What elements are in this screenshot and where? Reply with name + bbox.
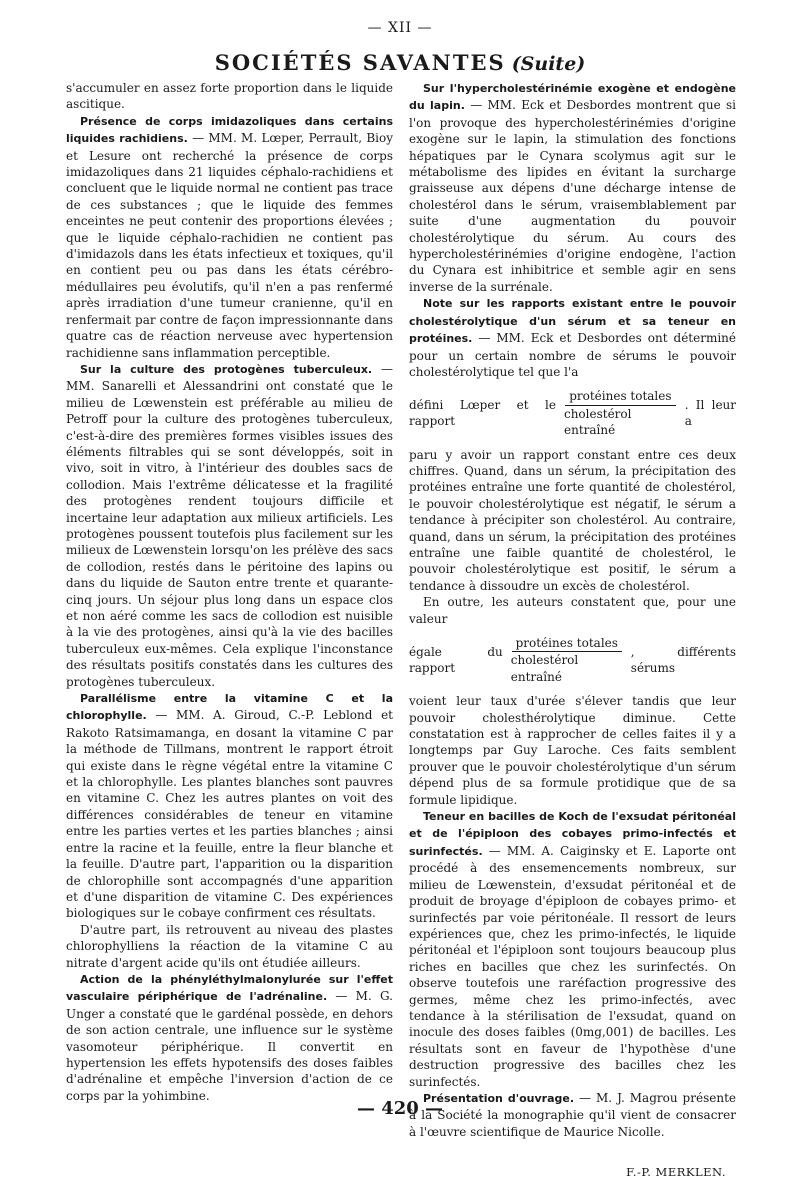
formula-prefix: défini Lœper et le rapport [409,398,556,429]
running-head-title: SOCIÉTÉS SAVANTES [214,50,506,75]
top-page-number: — XII — [367,20,433,36]
formula-suffix: , différents sérums [630,644,736,676]
formula-prefix: égale du rapport [409,644,503,676]
page-number: — 420 — [356,1098,444,1119]
section-body: — MM. Eck et Desbordes montrent que si l'on provoque des hypercholestérinémies d'origine exogène sur le lapin, la stimulation des fonctions hépatiques par le Cynara scolymus agit sur le métabolisme des lipides en évitant la surcharge graisseuse aux dépens d'une décharge intense de cholestérol dans le sérum, vraisemblablement par suite d'une augmentation du pouvoir cholestérolytique du sérum. Au cours des hypercholestérinémies d'origine endogène, l'action du Cynara est inhibitrice et semble agir en sens inverse de la surrénale. [409,98,736,294]
section-body: — MM. Eck et Desbordes ont déterminé pour un certain nombre de sérums le pouvoir cholestérolytique tel que l'a [409,331,736,379]
section-body-continued: paru y avoir un rapport constant entre ces deux chiffres. Quand, dans un sérum, la précipitation des protéines entraîne une forte quantité de cholestérol, le pouvoir cholestérolytique est négatif, le sérum a tendance à précipiter son cholestérol. Au contraire, quand, dans un sérum, la précipitation des protéines entraîne une faible quantité de cholestérol, le pouvoir cholestérolytique est positif, le sérum a tendance à dissoudre un excès de cholestérol. [409,447,736,593]
section-body-continued: En outre, les auteurs constatent que, pour une valeur [409,595,736,626]
fraction-denominator: cholestérol entraîné [510,653,579,684]
running-head [0,50,800,75]
section-body-continued: voient leur taux d'urée s'élever tandis que leur pouvoir cholesthérolytique diminue. Cette constatation est à rapprocher de celles faites il y a longtemps par Guy Laroche. Ces faits semblent prouver que le pouvoir cholestérolytique d'un sérum dépend plus de sa formule protidique que de sa formule lipidique. [409,694,736,807]
section-body: — MM. A. Giroud, C.-P. Leblond et Rakoto Ratsimamanga, en dosant la vitamine C par la méthode de Tillmans, montrent le rapport étroit qui existe dans le règne végétal entre la vitamine C et la chlorophylle. Les plantes blanches sont pauvres en vitamine C. Chez les autres plantes on voit des différences considérables de teneur en vitamine entre les parties vertes et les parties blanches ; ainsi entre la racine et la feuille, entre la fleur blanche et la feuille. D'autre part, l'apparition ou la disparition de chlorophille sont accompagnés d'une apparition et d'une disparition de vitamine C. Des expériences biologiques sur le cobaye confirment ces résultats. [66,708,393,921]
fraction [507,635,627,685]
section-title: Présentation d'ouvrage. [423,1091,575,1105]
fraction-numerator: protéines totales [565,388,675,405]
section-body: — M. J. Magrou présente à la Société la monographie qu'il vient de consacrer à l'œuvre scientifique de Maurice Nicolle. [409,1090,736,1139]
section-title: Sur l'hypercholestérinémie exogène et endogène du lapin. [409,82,736,113]
section-protogenes [66,361,393,690]
fraction-denominator: cholestérol entraîné [563,406,632,438]
section-title: Teneur en bacilles de Koch de l'exsudat péritonéal et de l'épiploon des cobayes primo-infectés et surinfectés. [409,810,736,858]
fraction-numerator: protéines totales [512,635,622,652]
section-body-continued: D'autre part, ils retrouvent au niveau des plastes chlorophylliens la réaction de la vitamine C au nitrate d'argent acide qu'ils ont étudiée ailleurs. [66,922,393,970]
section-body: — MM. A. Caiginsky et E. Laporte ont procédé à des ensemencements nombreux, sur milieu de Lœwenstein, d'exsudat péritonéal et de produit de broyage d'épiploon de cobayes primo- et surinfectés par voie péritonéale. Il ressort de leurs expériences que, chez les primo-infectés, le liquide péritonéal et l'épiploon sont toujours beaucoup plus riches en bacilles que chez les surinfectés. On observe toutefois une raréfaction progressive des germes, même chez les primo-infectés, avec tendance à la stérilisation de l'exsudat, quand on inocule des doses faibles (0mg,001) de bacilles. Les résultats sont en faveur de l'hypothèse d'une destruction progressive des bacilles chez les surinfectés. [409,843,736,1089]
section-title: Note sur les rapports existant entre le pouvoir cholestérolytique d'un sérum et sa teneur en protéines. [409,297,736,346]
section-title: Présence de corps imidazoliques dans certains liquides rachidiens. [66,114,393,146]
section-cholesterolytique [409,295,736,380]
section-body: — M. G. Unger a constaté que le gardénal possède, en dehors de son action centrale, une influence sur le système vasomoteur périphérique. Il convertit en hypertension les effets hypotensifs des doses faibles d'adrénaline et empêche l'inversion d'action de ce corps par la yohimbine. [66,989,393,1103]
fraction [560,388,681,438]
left-column [66,80,393,1104]
section-imidazole [66,113,393,361]
section-body: — MM. Sanarelli et Alessandrini ont constaté que le milieu de Lœwenstein est préférable au milieu de Petroff pour la culture des protogènes tuberculeux, c'est-à-dire des premières formes visibles issues des éléments filtrables qui se sont développés, soit in vivo, soit in vitro, à l'intérieur des doubles sacs de collodion. Mais l'extrême délicatesse et la fragilité des protogènes rendent toujours difficile et incertaine leur adaptation aux milieux artificiels. Les protogènes poussent toutefois plus facilement sur les milieux de Lœwenstein lorsqu'on les prélève des sacs de collodion, restés dans le péritoine des lapins ou dans du liquide de Sauton entre trente et quarante-cinq jours. Un séjour plus long dans un espace clos et non aéré comme les sacs de collodion est nuisible à la vie des protogènes, ainsi qu'à la vie des bacilles tuberculeux eux-mêmes. Cela explique l'inconstance des résultats positifs constatés dans les cultures des protogènes tuberculeux. [66,361,393,689]
ratio-formula [409,388,736,438]
section-vitamine-c [66,690,393,922]
section-title: Action de la phényléthylmalonylurée sur l'effet vasculaire périphérique de l'adrénaline. [66,972,393,1004]
running-head-subtitle: (Suite) [511,53,586,75]
section-bacilles-koch [409,808,736,1090]
section-gardenal [66,971,393,1104]
section-title: Parallélisme entre la vitamine C et la chlorophylle. [66,692,393,723]
intro-paragraph: s'accumuler en assez forte proportion dans le liquide ascitique. [66,81,393,112]
section-title: Sur la culture des protogènes tuberculeux. [80,362,373,376]
ratio-formula [409,635,736,685]
formula-suffix: . Il leur a [684,398,737,429]
author-signature: F.-P. MERKLEN. [626,1165,726,1180]
section-body: — MM. M. Lœper, Perrault, Bioy et Lesure ont recherché la présence de corps imidazoliques dans 21 liquides céphalo-rachidiens et concluent que le liquide normal ne contient pas trace de ces substances ; que le liquide des femmes enceintes ne peut contenir des proportions élevées ; que le liquide céphalo-rachidien ne contient pas d'imidazols dans les états infectieux et toxiques, qu'il en contient peu ou pas dans les états cérébro-médullaires peu évolutifs, qu'il n'en a pas renfermé après irradiation d'une tumeur cranienne, qu'il en renfermait par contre de façon impressionnante dans quatre cas de réaction nerveuse avec hypertension rachidienne sans inflammation perceptible. [66,131,393,360]
section-hypercholesterinemie [409,80,736,295]
right-column [409,80,736,1181]
